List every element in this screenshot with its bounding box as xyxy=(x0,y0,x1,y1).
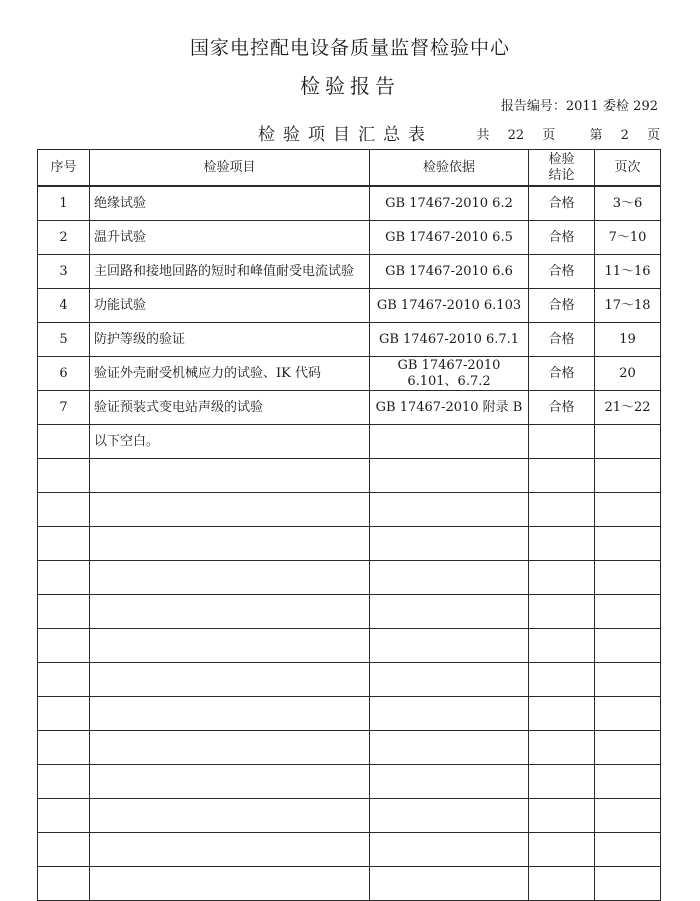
cell-conclusion xyxy=(529,765,595,799)
cell-basis xyxy=(370,799,529,833)
cell-pages xyxy=(595,425,661,459)
cell-pages: 20 xyxy=(595,357,661,391)
cell-basis: GB 17467-2010 附录 B xyxy=(370,391,529,425)
cell-conclusion xyxy=(529,595,595,629)
table-row xyxy=(38,425,661,459)
cell-no xyxy=(38,459,90,493)
cell-basis xyxy=(370,527,529,561)
cell-conclusion xyxy=(529,493,595,527)
cell-item xyxy=(90,697,370,731)
table-row xyxy=(38,765,661,799)
cell-item xyxy=(90,493,370,527)
cell-basis: GB 17467-2010 6.103 xyxy=(370,289,529,323)
cell-basis: GB 17467-2010 6.7.1 xyxy=(370,323,529,357)
cell-pages xyxy=(595,561,661,595)
header-item: 检验项目 xyxy=(90,150,370,187)
inspection-summary-table xyxy=(37,149,661,901)
cell-conclusion xyxy=(529,527,595,561)
cell-conclusion xyxy=(529,731,595,765)
cell-item xyxy=(90,459,370,493)
table-row xyxy=(38,289,661,323)
table-row xyxy=(38,833,661,867)
cell-pages xyxy=(595,867,661,901)
cell-conclusion: 合格 xyxy=(529,391,595,425)
table-row xyxy=(38,221,661,255)
table-row xyxy=(38,493,661,527)
cell-basis xyxy=(370,697,529,731)
cell-pages xyxy=(595,799,661,833)
cell-conclusion: 合格 xyxy=(529,357,595,391)
cell-basis xyxy=(370,663,529,697)
cell-pages xyxy=(595,459,661,493)
cell-basis xyxy=(370,731,529,765)
table-row xyxy=(38,255,661,289)
cell-item xyxy=(90,833,370,867)
cell-item: 主回路和接地回路的短时和峰值耐受电流试验 xyxy=(90,255,370,289)
cell-pages: 21～22 xyxy=(595,391,661,425)
cell-item xyxy=(90,527,370,561)
cell-no xyxy=(38,765,90,799)
cell-basis xyxy=(370,833,529,867)
cell-pages xyxy=(595,731,661,765)
table-row xyxy=(38,663,661,697)
cell-pages xyxy=(595,663,661,697)
cell-basis xyxy=(370,459,529,493)
cell-item xyxy=(90,799,370,833)
cell-conclusion xyxy=(529,867,595,901)
cell-pages xyxy=(595,595,661,629)
cell-basis xyxy=(370,493,529,527)
cell-item xyxy=(90,595,370,629)
cell-item xyxy=(90,629,370,663)
cell-no: 4 xyxy=(38,289,90,323)
table-header-row xyxy=(38,150,661,187)
cell-pages: 17～18 xyxy=(595,289,661,323)
cell-conclusion xyxy=(529,663,595,697)
cell-basis: GB 17467-2010 6.6 xyxy=(370,255,529,289)
cell-no: 2 xyxy=(38,221,90,255)
cell-item xyxy=(90,663,370,697)
cell-basis xyxy=(370,867,529,901)
cell-item xyxy=(90,765,370,799)
header-conclusion xyxy=(529,150,595,187)
cell-no xyxy=(38,697,90,731)
header-pages: 页次 xyxy=(595,150,661,187)
cell-conclusion: 合格 xyxy=(529,255,595,289)
cell-conclusion xyxy=(529,425,595,459)
cell-pages: 11～16 xyxy=(595,255,661,289)
cell-no: 7 xyxy=(38,391,90,425)
cell-pages xyxy=(595,833,661,867)
cell-pages xyxy=(595,697,661,731)
total-pages: 共 22 页 xyxy=(476,128,556,143)
table-row xyxy=(38,186,661,221)
cell-no xyxy=(38,663,90,697)
cell-pages: 7～10 xyxy=(595,221,661,255)
cell-item xyxy=(90,731,370,765)
report-title: 检验报告 xyxy=(300,74,400,98)
cell-pages: 3～6 xyxy=(595,186,661,221)
table-row xyxy=(38,629,661,663)
header-basis: 检验依据 xyxy=(370,150,529,187)
cell-conclusion xyxy=(529,561,595,595)
cell-no: 6 xyxy=(38,357,90,391)
cell-no xyxy=(38,833,90,867)
header-conclusion-line2: 结论 xyxy=(548,167,575,183)
cell-conclusion xyxy=(529,629,595,663)
table-row xyxy=(38,867,661,901)
table-row xyxy=(38,799,661,833)
cell-no xyxy=(38,629,90,663)
organization-title: 国家电控配电设备质量监督检验中心 xyxy=(189,37,510,59)
summary-table-title: 检验项目汇总表 xyxy=(258,125,433,145)
cell-no: 1 xyxy=(38,186,90,221)
cell-pages xyxy=(595,765,661,799)
cell-basis xyxy=(370,765,529,799)
cell-conclusion: 合格 xyxy=(529,221,595,255)
cell-no xyxy=(38,493,90,527)
cell-conclusion xyxy=(529,697,595,731)
table-row xyxy=(38,561,661,595)
cell-basis: GB 17467-2010 6.101、6.7.2 xyxy=(370,357,529,391)
cell-item xyxy=(90,561,370,595)
table-row xyxy=(38,323,661,357)
table-row xyxy=(38,731,661,765)
cell-basis xyxy=(370,561,529,595)
current-page: 第 2 页 xyxy=(589,128,660,143)
cell-basis xyxy=(370,425,529,459)
header-conclusion-line1: 检验 xyxy=(548,151,575,167)
cell-pages xyxy=(595,629,661,663)
cell-item: 验证外壳耐受机械应力的试验、IK 代码 xyxy=(90,357,370,391)
cell-no xyxy=(38,595,90,629)
cell-no xyxy=(38,425,90,459)
cell-item: 功能试验 xyxy=(90,289,370,323)
page-info xyxy=(461,124,661,143)
cell-item xyxy=(90,867,370,901)
cell-basis: GB 17467-2010 6.2 xyxy=(370,186,529,221)
table-row xyxy=(38,595,661,629)
cell-item: 以下空白。 xyxy=(90,425,370,459)
cell-pages xyxy=(595,527,661,561)
table-row xyxy=(38,697,661,731)
cell-item: 绝缘试验 xyxy=(90,186,370,221)
cell-no xyxy=(38,799,90,833)
cell-no xyxy=(38,561,90,595)
table-body xyxy=(38,186,661,901)
cell-conclusion xyxy=(529,799,595,833)
table-row xyxy=(38,391,661,425)
report-number: 报告编号：2011 委检 292 xyxy=(500,99,658,114)
cell-item: 温升试验 xyxy=(90,221,370,255)
cell-no xyxy=(38,527,90,561)
cell-no xyxy=(38,731,90,765)
cell-pages: 19 xyxy=(595,323,661,357)
cell-item: 防护等级的验证 xyxy=(90,323,370,357)
cell-no: 3 xyxy=(38,255,90,289)
cell-conclusion: 合格 xyxy=(529,323,595,357)
cell-no xyxy=(38,867,90,901)
cell-conclusion: 合格 xyxy=(529,186,595,221)
table-row xyxy=(38,357,661,391)
header-no: 序号 xyxy=(38,150,90,187)
cell-conclusion: 合格 xyxy=(529,289,595,323)
cell-item: 验证预装式变电站声级的试验 xyxy=(90,391,370,425)
table-row xyxy=(38,459,661,493)
cell-basis xyxy=(370,629,529,663)
cell-basis: GB 17467-2010 6.5 xyxy=(370,221,529,255)
cell-conclusion xyxy=(529,459,595,493)
cell-conclusion xyxy=(529,833,595,867)
cell-pages xyxy=(595,493,661,527)
cell-basis xyxy=(370,595,529,629)
table-row xyxy=(38,527,661,561)
cell-no: 5 xyxy=(38,323,90,357)
